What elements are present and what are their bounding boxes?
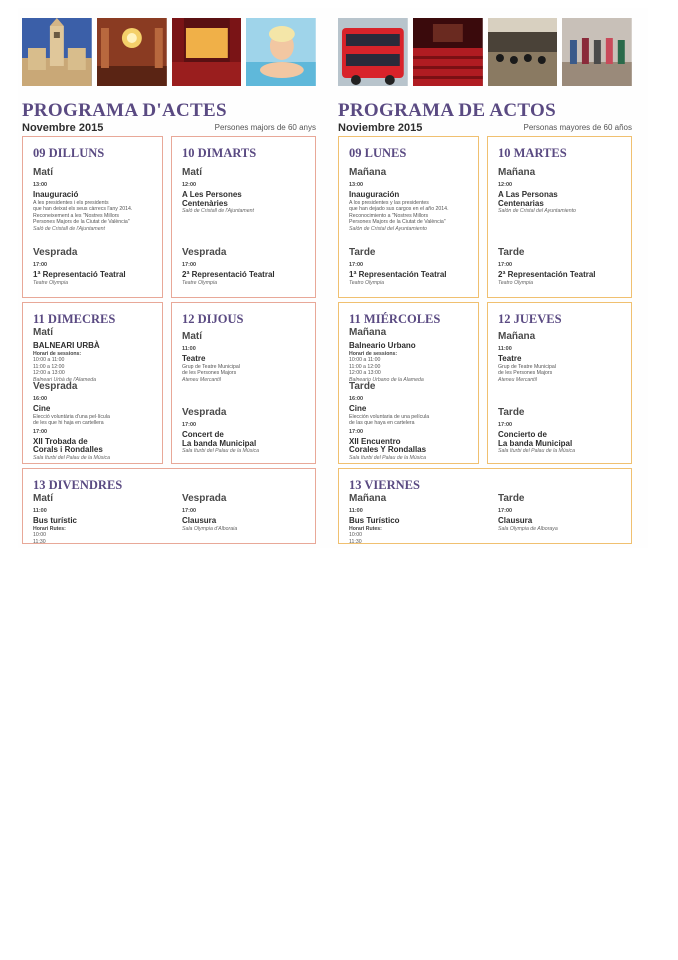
event-detail: que han dejado sus cargos en el año 2014.: [349, 206, 449, 212]
morning-segment: [349, 327, 472, 383]
city-hall-photo: [22, 18, 92, 86]
schedule-label: Horari de sessions:: [349, 350, 398, 357]
event-time: 12:00: [498, 182, 513, 188]
period-label: Tarde: [498, 247, 525, 258]
event-title: XII Encuentro: [349, 436, 401, 446]
period-label: Vesprada: [33, 381, 78, 392]
program-audience: Personas mayores de 60 años: [523, 123, 632, 132]
event-time: 17:00: [33, 262, 48, 268]
event-title: Teatre: [182, 354, 206, 363]
event-time: 17:00: [33, 428, 48, 435]
event-detail: de les Persones Majors: [182, 370, 237, 376]
period-label: Mañana: [349, 327, 387, 338]
event-title: Centenàries: [182, 198, 228, 208]
afternoon-segment: [498, 493, 625, 532]
period-label: Mañana: [349, 167, 387, 178]
event-venue: Balneario Urbano de la Alameda: [349, 376, 424, 383]
period-label: Tarde: [349, 381, 376, 392]
schedule-label: Horari Rutes:: [349, 525, 382, 532]
event-detail: Grup de Teatre Municipal: [182, 363, 240, 370]
day-card-wednesday: [22, 302, 163, 464]
period-label: Mañana: [349, 493, 387, 504]
day-heading: 13 DIVENDRES: [33, 478, 123, 492]
day-heading: 12 JUEVES: [498, 312, 562, 326]
program-sheet: [18, 8, 648, 548]
tour-bus-photo: [338, 18, 408, 86]
event-venue: Sala Olympia d'Alboraia: [182, 525, 238, 532]
event-title: A Las Personas: [498, 190, 558, 199]
day-heading: 12 DIJOUS: [182, 312, 244, 326]
session-time: 11:00 a 12:00: [33, 363, 65, 370]
event-venue: Salón de Cristal del Ayuntamiento: [498, 208, 576, 214]
day-card-friday: [338, 468, 632, 544]
session-time: 10:00 a 11:00: [349, 357, 381, 363]
event-venue: Salón de Cristal del Ayuntamiento: [349, 225, 427, 232]
dancing-group-photo: [562, 18, 632, 86]
period-label: Mañana: [498, 167, 536, 178]
event-detail: Elecció voluntària d'una pel·lícula: [33, 413, 110, 420]
event-time: 17:00: [182, 508, 197, 514]
event-detail: de las que haya en cartelera: [349, 420, 415, 426]
event-detail: A los presidentes y las presidentes: [349, 199, 429, 206]
event-time: 17:00: [349, 262, 364, 268]
period-label: Tarde: [498, 493, 525, 504]
event-time: 11:00: [349, 508, 363, 514]
afternoon-segment: [349, 381, 472, 461]
event-title: Bus Turístico: [349, 516, 400, 525]
event-title: 1ª Representación Teatral: [349, 270, 447, 279]
event-venue: Sala Iturbi del Palau de la Música: [349, 454, 426, 461]
orchestra-photo: [488, 18, 558, 86]
event-title: 1ª Representació Teatral: [33, 270, 126, 279]
event-time: 17:00: [182, 422, 197, 428]
chandelier-hall-photo: [97, 18, 167, 86]
event-time: 11:00: [182, 346, 196, 352]
afternoon-segment: [498, 407, 625, 455]
subtitle-row: [338, 122, 632, 136]
event-venue: Teatro Olympia: [349, 279, 384, 286]
session-time: 11:00 a 12:00: [349, 363, 381, 370]
event-title: Teatre: [498, 354, 522, 363]
route-time: 11:30: [349, 538, 362, 544]
spa-photo: [246, 18, 316, 86]
event-title: Cine: [33, 404, 51, 413]
event-detail: Elección voluntaria de una película: [349, 413, 430, 420]
event-title: Clausura: [182, 516, 217, 525]
event-time: 13:00: [349, 182, 364, 188]
event-title: Inauguració: [33, 190, 79, 199]
day-card-friday: [22, 468, 316, 544]
event-venue: Saló de Cristall de l'Ajuntament: [182, 208, 254, 214]
session-time: 10:00 a 11:00: [33, 357, 65, 363]
period-label: Tarde: [498, 407, 525, 418]
route-time: 11:30: [33, 538, 46, 544]
morning-segment: [498, 331, 625, 383]
route-time: 10:00: [349, 532, 362, 538]
event-time: 17:00: [498, 422, 513, 428]
schedule-label: Horari de sessions:: [33, 350, 82, 357]
photo-strip: [22, 18, 316, 86]
event-venue: Sala Iturbi del Palau de la Música: [182, 448, 259, 454]
day-heading: 11 MIÉRCOLES: [349, 312, 441, 326]
event-title: La banda Municipal: [498, 438, 573, 448]
event-title: Concierto de: [498, 430, 547, 439]
event-venue: Sala Iturbi del Palau de la Música: [498, 448, 575, 454]
event-venue: Ateneu Mercantil: [498, 376, 537, 383]
morning-segment: [498, 167, 625, 215]
day-card-monday: [22, 136, 163, 298]
day-heading: 13 VIERNES: [349, 478, 420, 492]
event-title: La banda Municipal: [182, 438, 257, 448]
day-card-thursday: [171, 302, 316, 464]
program-title: PROGRAMA DE ACTOS: [338, 100, 556, 121]
schedule-label: Horari Rutes:: [33, 525, 66, 532]
event-time: 17:00: [349, 428, 364, 435]
day-heading: 09 LUNES: [349, 146, 407, 160]
event-detail: de les Persones Majors: [498, 370, 553, 376]
event-title: Cine: [349, 404, 367, 413]
program-month: Noviembre 2015: [338, 122, 423, 134]
morning-segment: [182, 331, 309, 383]
event-time: 17:00: [182, 262, 197, 268]
program-audience: Persones majors de 60 anys: [214, 123, 316, 132]
event-detail: Persones Majors de la Ciutat de València": [349, 219, 446, 225]
day-card-thursday: [487, 302, 632, 464]
event-title: Bus turístic: [33, 516, 78, 525]
event-title: 2ª Representación Teatral: [498, 270, 596, 279]
afternoon-segment: [498, 247, 625, 286]
event-venue: Saló de Cristall de l'Ajuntament: [33, 225, 105, 232]
day-card-wednesday: [338, 302, 479, 464]
event-time: 11:00: [498, 346, 512, 352]
day-card-tuesday: [171, 136, 316, 298]
event-time: 11:00: [33, 508, 47, 514]
event-detail: Reconocimiento a "Nostres Millors: [349, 212, 429, 219]
day-heading: 09 DILLUNS: [33, 146, 105, 160]
photo-strip: [338, 18, 632, 86]
day-heading: 11 DIMECRES: [33, 312, 116, 326]
afternoon-segment: [349, 247, 472, 286]
program-title: PROGRAMA D'ACTES: [22, 100, 227, 121]
event-time: 16:00: [349, 396, 364, 402]
event-venue: Sala Olympia de Alboraya: [498, 525, 558, 532]
afternoon-segment: [33, 247, 156, 286]
period-label: Vesprada: [33, 247, 78, 258]
afternoon-segment: [182, 407, 309, 455]
event-detail: Grup de Teatre Municipal: [498, 363, 556, 370]
theatre-photo: [172, 18, 242, 86]
event-venue: Sala Iturbi del Palau de la Música: [33, 454, 110, 461]
period-label: Matí: [33, 493, 53, 504]
afternoon-segment: [33, 381, 156, 461]
day-heading: 10 DIMARTS: [182, 146, 257, 160]
afternoon-segment: [182, 493, 309, 532]
event-time: 16:00: [33, 396, 48, 402]
event-venue: Teatre Olympia: [33, 279, 68, 286]
period-label: Vesprada: [182, 493, 227, 504]
event-title: Corales Y Rondallas: [349, 445, 427, 454]
morning-segment: [33, 167, 156, 232]
morning-segment: [33, 493, 163, 544]
period-label: Mañana: [498, 331, 536, 342]
event-title: Corals i Rondalles: [33, 445, 103, 454]
event-title: BALNEARI URBÀ: [33, 341, 100, 350]
event-title: A Les Persones: [182, 190, 242, 199]
valencian-program: [22, 18, 316, 544]
morning-segment: [349, 493, 479, 544]
day-card-tuesday: [487, 136, 632, 298]
period-label: Matí: [33, 167, 53, 178]
event-title: Inauguración: [349, 190, 400, 199]
day-card-monday: [338, 136, 479, 298]
day-heading: 10 MARTES: [498, 146, 567, 160]
session-time: 12:00 a 13:00: [33, 370, 65, 376]
event-detail: A les presidentes i els presidents: [33, 199, 109, 206]
event-title: Clausura: [498, 516, 533, 525]
period-label: Tarde: [349, 247, 376, 258]
program-month: Novembre 2015: [22, 122, 104, 134]
event-title: XII Trobada de: [33, 436, 88, 446]
event-title: 2ª Representació Teatral: [182, 270, 275, 279]
event-time: 17:00: [498, 262, 513, 268]
spanish-program: [338, 18, 632, 544]
event-title: Centenarias: [498, 198, 544, 208]
event-time: 13:00: [33, 182, 48, 188]
subtitle-row: [22, 122, 316, 136]
event-venue: Teatre Olympia: [182, 279, 217, 286]
route-time: 10:00: [33, 532, 46, 538]
auditorium-photo: [413, 18, 483, 86]
event-time: 17:00: [498, 508, 513, 514]
event-venue: Ateneu Mercantil: [182, 376, 221, 383]
morning-segment: [182, 167, 309, 215]
event-venue: Teatro Olympia: [498, 279, 533, 286]
period-label: Matí: [33, 327, 53, 338]
afternoon-segment: [182, 247, 309, 286]
period-label: Vesprada: [182, 407, 227, 418]
event-detail: Persones Majors de la Ciutat de València": [33, 219, 130, 225]
period-label: Matí: [182, 331, 202, 342]
period-label: Vesprada: [182, 247, 227, 258]
session-time: 12:00 a 13:00: [349, 370, 381, 376]
event-venue: Balneari Urbà de l'Alameda: [33, 376, 96, 383]
period-label: Matí: [182, 167, 202, 178]
morning-segment: [349, 167, 472, 232]
event-title: Concert de: [182, 430, 224, 439]
event-title: Balneario Urbano: [349, 341, 416, 350]
event-time: 12:00: [182, 182, 197, 188]
morning-segment: [33, 327, 156, 383]
event-detail: Reconeixement a les "Nostres Millors: [33, 212, 120, 219]
event-detail: que han deixat els seus càrrecs l'any 2014.: [33, 206, 133, 212]
event-detail: de les que hi haja en cartellera: [33, 420, 104, 426]
